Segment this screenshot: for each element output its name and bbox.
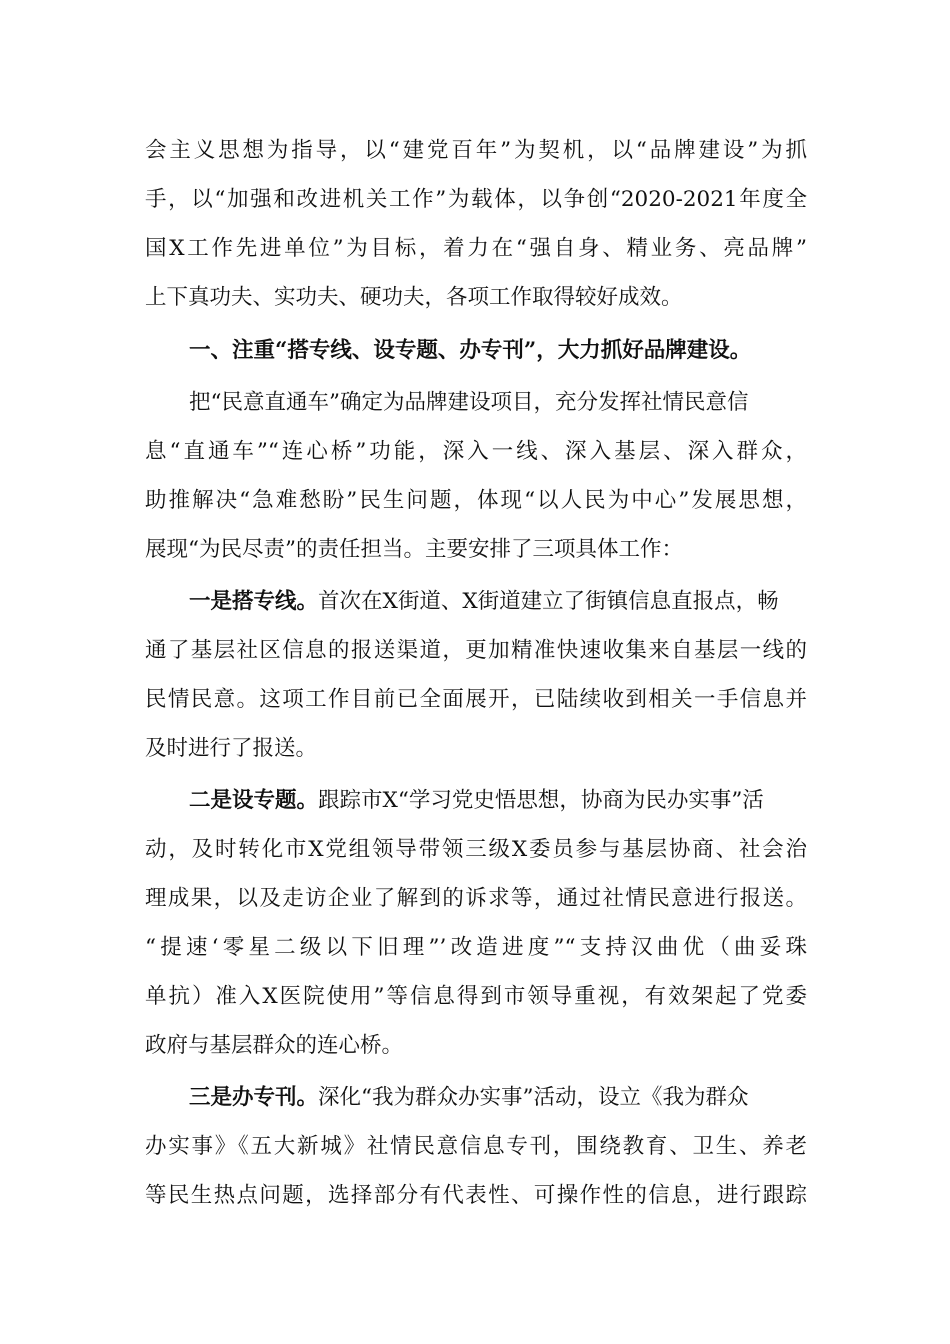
body-text-line (145, 378, 749, 428)
item-lead: 一是搭专线。 (189, 589, 319, 614)
line-text: 理成果，以及走访企业了解到的诉求等，通过社情民意进行报送。 (145, 886, 807, 911)
item-lead: 二是设专题。 (189, 788, 319, 813)
body-text-line (145, 972, 807, 1022)
line-text: “提速‘零星二级以下旧理”’改造进度”“支持汉曲优（曲妥珠 (145, 935, 807, 960)
line-text: 等民生热点问题，选择部分有代表性、可操作性的信息，进行跟踪 (145, 1183, 807, 1208)
body-text-line (145, 273, 683, 323)
body-text-line (145, 427, 807, 477)
body-text-line (145, 224, 807, 274)
body-text-line (145, 675, 807, 725)
line-text: 息“直通车”“连心桥”功能，深入一线、深入基层、深入群众， (145, 439, 807, 464)
body-text-line (145, 1122, 807, 1172)
line-text: 助推解决“急难愁盼”民生问题，体现“以人民为中心”发展思想， (145, 488, 807, 513)
body-text-line (145, 525, 683, 575)
line-text: 深化“我为群众办实事”活动，设立《我为群众 (318, 1085, 749, 1110)
line-text: 跟踪市X“学习党史悟思想，协商为民办实事”活 (318, 788, 764, 813)
body-text-line (145, 175, 807, 225)
section-heading (145, 326, 751, 376)
body-text-line (145, 724, 317, 774)
body-text-line (145, 626, 807, 676)
body-text-line (145, 1171, 807, 1221)
body-text-line (145, 923, 807, 973)
body-text-line (145, 825, 807, 875)
line-text: 动，及时转化市X党组领导带领三级X委员参与基层协商、社会治 (145, 837, 807, 862)
body-text-line (145, 577, 779, 627)
line-text: 上下真功夫、实功夫、硬功夫，各项工作取得较好成效。 (145, 285, 683, 310)
line-text: 政府与基层群众的连心桥。 (145, 1033, 404, 1058)
body-text-line (145, 476, 807, 526)
body-text-line (145, 776, 764, 826)
line-text: 及时进行了报送。 (145, 736, 318, 761)
line-text: 首次在X街道、X街道建立了街镇信息直报点，畅 (318, 589, 779, 614)
line-text: 单抗）准入X医院使用”等信息得到市领导重视，有效架起了党委 (145, 984, 807, 1009)
item-lead: 三是办专刊。 (189, 1085, 319, 1110)
body-text-line (145, 1073, 749, 1123)
body-text-line (145, 1021, 403, 1071)
line-text: 手，以“加强和改进机关工作”为载体，以争创“2020-2021年度全 (145, 187, 807, 212)
line-text: 国X工作先进单位”为目标，着力在“强自身、精业务、亮品牌” (145, 236, 807, 261)
line-text: 通了基层社区信息的报送渠道，更加精准快速收集来自基层一线的 (145, 638, 807, 663)
line-text: 展现“为民尽责”的责任担当。主要安排了三项具体工作： (145, 537, 683, 562)
body-text-line (145, 874, 807, 924)
line-text: 民情民意。这项工作目前已全面展开，已陆续收到相关一手信息并 (145, 687, 807, 712)
body-text-line (145, 126, 807, 176)
heading-text: 一、注重“搭专线、设专题、办专刊”，大力抓好品牌建设。 (189, 338, 752, 363)
line-text: 办实事》《五大新城》社情民意信息专刊，围绕教育、卫生、养老 (145, 1134, 807, 1159)
line-text: 把“民意直通车”确定为品牌建设项目，充分发挥社情民意信 (189, 390, 749, 415)
line-text: 会主义思想为指导，以“建党百年”为契机，以“品牌建设”为抓 (145, 138, 807, 163)
